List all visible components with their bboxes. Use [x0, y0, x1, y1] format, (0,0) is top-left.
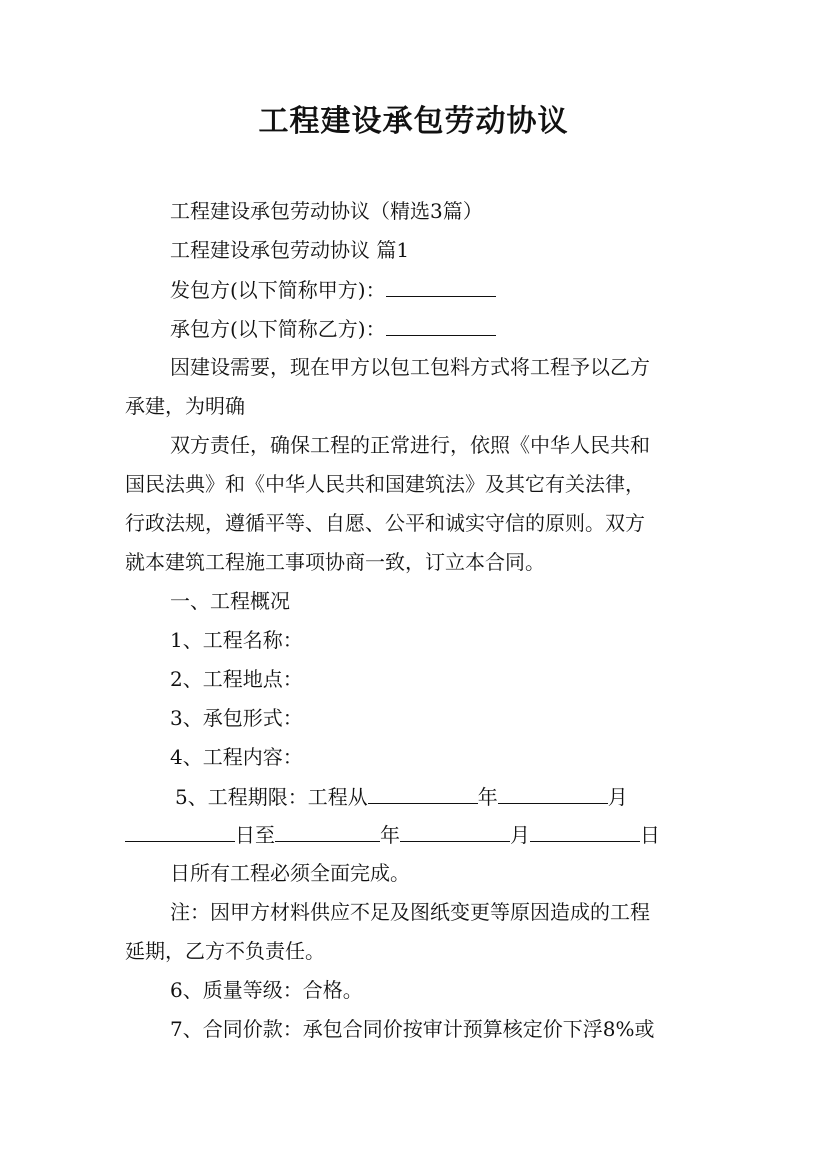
end-year-blank — [275, 821, 380, 842]
day-to-unit: 日至 — [235, 823, 275, 847]
duration-line-continued — [125, 821, 715, 848]
party-a-line — [170, 276, 715, 303]
paragraph-line: 因建设需要，现在甲方以包工包料方式将工程予以乙方 — [170, 355, 650, 379]
list-item: 3、承包形式： — [170, 706, 303, 730]
party-b-label: 承包方(以下简称乙方)： — [170, 317, 386, 341]
paragraph-line: 承建，为明确 — [125, 394, 245, 418]
paragraph-line: 双方责任，确保工程的正常进行，依照《中华人民共和 — [170, 433, 650, 457]
end-day-blank — [530, 821, 640, 842]
list-item: 4、工程内容： — [170, 745, 303, 769]
list-item: 2、工程地点： — [170, 667, 303, 691]
month-unit: 月 — [607, 785, 628, 809]
party-a-label: 发包方(以下简称甲方)： — [170, 278, 386, 302]
note-line: 延期，乙方不负责任。 — [125, 939, 325, 963]
year-unit: 年 — [380, 823, 400, 847]
list-item: 6、质量等级：合格。 — [170, 978, 363, 1002]
start-year-blank — [368, 783, 478, 804]
party-b-line — [170, 315, 715, 342]
section-heading: 工程建设承包劳动协议 篇1 — [170, 238, 410, 262]
start-day-blank — [125, 821, 235, 842]
list-item: 7、合同价款：承包合同价按审计预算核定价下浮8%或 — [170, 1017, 655, 1041]
document-title: 工程建设承包劳动协议 — [258, 104, 569, 139]
section-heading: 一、工程概况 — [170, 589, 290, 613]
year-unit: 年 — [477, 785, 498, 809]
duration-line — [175, 783, 695, 810]
duration-label: 5、工程期限：工程从 — [175, 785, 368, 809]
party-a-blank — [386, 276, 496, 297]
day-unit: 日 — [640, 823, 660, 847]
party-b-blank — [386, 315, 496, 336]
note-line: 注：因甲方材料供应不足及图纸变更等原因造成的工程 — [170, 900, 650, 924]
month-unit: 月 — [510, 823, 530, 847]
paragraph-line: 就本建筑工程施工事项协商一致，订立本合同。 — [125, 550, 545, 574]
subtitle-line: 工程建设承包劳动协议（精选3篇） — [170, 199, 483, 223]
paragraph-line: 国民法典》和《中华人民共和国建筑法》及其它有关法律， — [125, 472, 645, 496]
paragraph-line: 行政法规，遵循平等、自愿、公平和诚实守信的原则。双方 — [125, 511, 645, 535]
paragraph-line: 日所有工程必须全面完成。 — [170, 861, 410, 885]
start-month-blank — [498, 783, 608, 804]
list-item: 1、工程名称： — [170, 628, 303, 652]
end-month-blank — [400, 821, 510, 842]
